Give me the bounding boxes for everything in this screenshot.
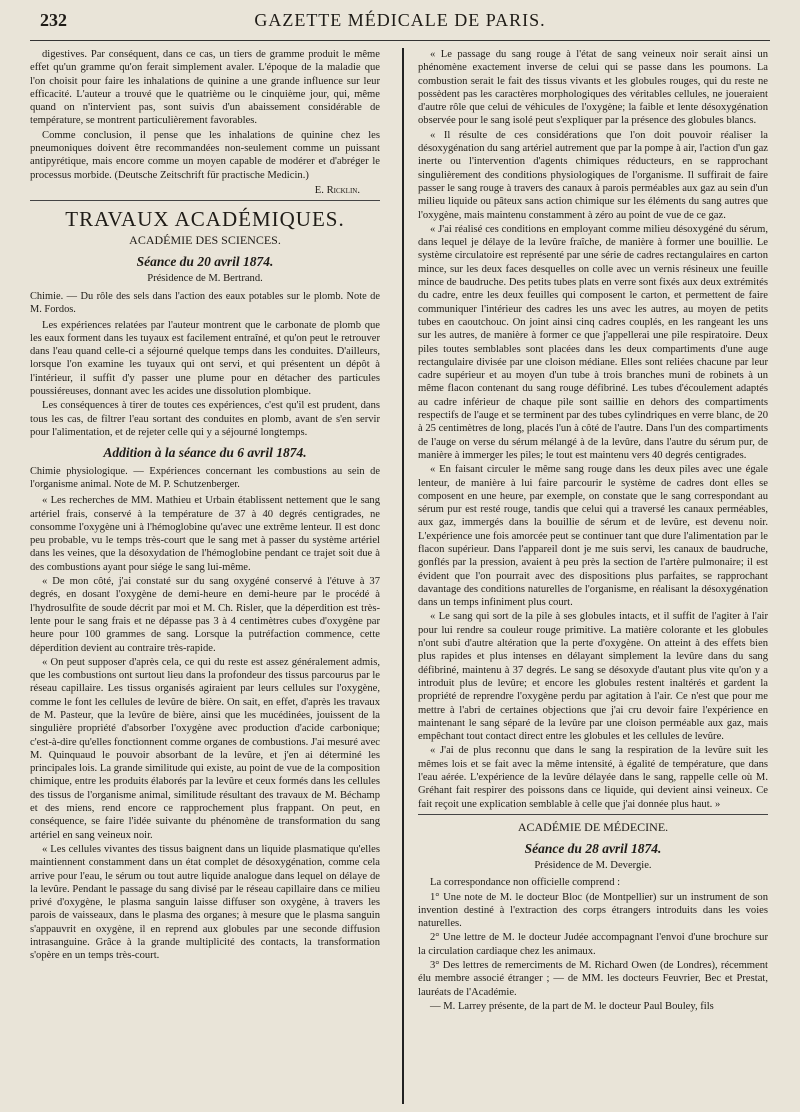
separator-rule: [30, 200, 380, 201]
paragraph: « De mon côté, j'ai constaté sur du sang oxygéné conservé à l'étuve à 37 degrés, en dosant l'oxygène de demi-heure en demi-heure par le procédé à l'hydrosulfite de soude décrit par moi et M. Ch. Risler, que la déperdition est très-lente pour le sang frais et ne dépasse pas 3 à 4 centimètres cubes d'oxygène par heure pour 100 grammes de sang. Lorsque la putréfaction commence, cette déperdition devient au contraire très-rapide.: [30, 576, 380, 654]
presidency-line: Présidence de M. Devergie.: [534, 859, 652, 871]
rubric-line: Chimie physiologique. — Expériences concernant les combustions au sein de l'organisme animal. Note de M. P. Schutzenberger.: [30, 466, 380, 491]
paragraph: La correspondance non officielle comprend :: [430, 877, 621, 889]
paragraph: 3° Des lettres de remerciments de M. Richard Owen (de Londres), récemment élu membre associé étranger ; — de MM. les docteurs Feuvrier, Bec et Prestat, lauréats de l'Académie.: [418, 960, 768, 998]
rubric-line: Chimie. — Du rôle des sels dans l'action des eaux potables sur le plomb. Note de M. Fordos.: [30, 290, 380, 315]
section-title: TRAVAUX ACADÉMIQUES.: [65, 207, 345, 232]
paragraph: « Le passage du sang rouge à l'état de sang veineux noir serait ainsi un phénomène exactement inverse de celui qui se passe dans les poumons. La combustion serait le fait des tissus vivants et les globules rouges, qui du reste ne possèdent pas les caractères morphologiques des véritables cellules, ne joueraient d'autre rôle que celui de véhicules de l'oxygène; la faible et lente désoxygénation observée pour le sang isolé peut s'expliquer par la présence des globules blancs.: [418, 49, 768, 127]
session-heading: Séance du 28 avril 1874.: [524, 840, 662, 856]
paragraph: « En faisant circuler le même sang rouge dans les deux piles avec une égale lenteur, de manière à lui faire parcourir le système de cadres dont elles se composent en une heure, par exemple, on constate que le sang correspondant au sérum pur est resté rouge, tandis que celui qui a traversé les canaux perméables, aux gaz, immergés dans la bouillie de sérum et de levûre, est devenu noir. L'expérience une fois amorcée peut se continuer tant que dure l'alimentation par le flacon supérieur. Dans l'appareil dont je me suis servi, les canaux de baudruche, gonflés par la pression, avaient à peu près la section de l'artère pulmonaire; il est évident que l'on pourrait avec des dispositions plus parfaites, se rapprochant davantage des conditions naturelles de l'organisme, en réalisant la désoxygénation dans un temps infiniment plus court.: [418, 464, 768, 609]
paragraph: Comme conclusion, il pense que les inhalations de quinine chez les pneumoniques doivent être recommandées non-seulement comme un puissant antipyrétique, mais encore comme un moyen capable de modérer et d'abréger le processus morbide. (Deutsche Zeitschrift für practische Medicin.): [30, 129, 380, 181]
paragraph: Les conséquences à tirer de toutes ces expériences, c'est qu'il est prudent, dans tous les cas, de filtrer l'eau sortant des conduites en plomb, avant de s'en servir pour l'alimentation, et de rejeter celle qui y a séjourné longtemps.: [30, 400, 380, 438]
paragraph: — M. Larrey présente, de la part de M. le docteur Paul Bouley, fils: [430, 1000, 714, 1012]
academy-heading: ACADÉMIE DE MÉDECINE.: [517, 819, 669, 834]
paragraph: « J'ai de plus reconnu que dans le sang la respiration de la levûre suit les mêmes lois et se fait avec la même intensité, à égalité de température, que dans l'eau aérée. L'expérience de la levûre délayée dans le sang, rappelle celle où M. Gréhant fait respirer des poissons dans ce liquide, qui devient ainsi veineux. Ce fait reçoit une explication semblable à celle que j'ai donnée plus haut. »: [418, 745, 768, 810]
paragraph: Les expériences relatées par l'auteur montrent que le carbonate de plomb que les eaux forment dans les tuyaux est facilement entraîné, et qu'on peut le retrouver dans l'eau quand celle-ci a séjourné quelque temps dans les conduites. D'ailleurs, lorsque l'on examine les tuyaux qui ont servi, et qui présentent un dépôt à l'intérieur, il suffit d'y passer une plume pour en détacher des particules poussiéreuses, donnant avec les acides une dissolution plombique.: [30, 319, 380, 398]
author-signature: E. Ricklin.: [314, 184, 360, 196]
paragraph: 1° Une note de M. le docteur Bloc (de Montpellier) sur un instrument de son invention destiné à l'extraction des corps étrangers introduits dans les voies naturelles.: [418, 891, 768, 930]
paragraph: 2° Une lettre de M. le docteur Judée accompagnant l'envoi d'une brochure sur la circulation cardiaque chez les animaux.: [418, 932, 768, 957]
running-title: GAZETTE MÉDICALE DE PARIS.: [254, 10, 546, 30]
paragraph: digestives. Par conséquent, dans ce cas, un tiers de gramme produit le même effet qu'un gramme qu'on ferait simplement avaler. L'époque de la maladie que l'on choisit pour faire les inhalations de quinine a une grande influence sur leur efficacité. L'auteur a trouvé que le quatrième ou le cinquième jour, qui, même quand on n'intervient pas, sont suivis d'un abaissement considérable de température, se montrent particulièrement favorables.: [30, 49, 380, 127]
paragraph: « Les cellules vivantes des tissus baignent dans un liquide plasmatique qu'elles maintiennent constamment dans un état complet de désoxygénation, comme cela arrive pour l'eau, le sérum ou tout autre liquide analogue dans lequel on délaye de la levûre. Pendant le passage du sang divisé par le réseau capillaire dans ce milieu privé d'oxygène, le plasma sanguin laisse diffuser son oxygène, à travers les parois de vaisseaux, dans le plasma des organes; à mesure que le plasma sanguin s'appauvrit en oxygène, il en reprend aux globules par une seconde diffusion intrasanguine. Grâce à la grande multiplicité des contacts, la transformation s'opère en un temps très-court.: [30, 843, 380, 962]
paragraph: « Les recherches de MM. Mathieu et Urbain établissent nettement que le sang artériel frais, conservé à la température de 37 à 40 degrés centigrades, ne consomme l'oxygène uni à l'hémoglobine qu'avec une extrême lenteur. Il est donc peu probable, vu le temps très-court que le sang met à passer du système artériel dans les veines, que la désoxydation de l'hémoglobine pendant ce trajet soit due à des combustions ayant pour siége le sang lui-même.: [30, 495, 380, 573]
page-number: 232: [40, 10, 67, 30]
column-divider: [402, 48, 404, 1104]
right-column: [418, 48, 768, 1108]
academy-heading: ACADÉMIE DES SCIENCES.: [129, 233, 281, 248]
separator-rule: [418, 814, 768, 815]
page-header: [30, 6, 770, 41]
session-heading: Séance du 20 avril 1874.: [136, 254, 274, 270]
paragraph: « J'ai réalisé ces conditions en employant comme milieu désoxygéné du sérum, dans lequel je délaye de la levûre fraîche, de manière à former une bouillie. Le système circulatoire est représenté par une série de cadres rectangulaires en carton mince, sur les deux faces desquelles on colle avec un vernis résineux une feuille mince de baudruche. Des petits tubes plats en verre sont fixés aux deux extrémités du cadre, entre les deux feuilles qui composent le carton, et permettent de faire communiquer l'intérieur des cadres les uns avec les autres, au moyen de petits tubes en caoutchouc. On joint ainsi cinq cadres couplés, en les rangeant les uns sur les autres, de manière à former ce que j'appellerai une pile respiratoire. Deux piles toutes semblables sont placées dans les deux compartiments d'une auge rectangulaire divisée par une cloison médiane. Elles sont reliées chacune par leur cadre supérieur et au moyen d'un tube à trois branches muni de robinets à un même flacon contenant du sang rouge défibriné. Les tubes d'écoulement adaptés au cadre inférieur de chaque pile sont saillie en dehors des compartiments respectifs de l'auge et se terminent par des tubes cylindriques en verre blanc, de 20 à 25 centimètres de long, placés l'un à côté de l'autre. Dans l'un des compartiments de l'auge on verse du sérum mélangé à de la levûre, dans l'autre du sérum pur, de manière à immerger les piles; le tout est maintenu vers 40 degrés centigrades.: [418, 223, 768, 461]
session-heading: Addition à la séance du 6 avril 1874.: [103, 445, 307, 461]
presidency-line: Présidence de M. Bertrand.: [147, 273, 263, 285]
paragraph: « Le sang qui sort de la pile à ses globules intacts, et il suffit de l'agiter à l'air pour lui rendre sa couleur rouge primitive. La matière colorante et les globules n'ont subi d'autre altération que la perte d'oxygène. On atteint à des effets bien plus rapides et plus intenses en délayant simplement la levûre dans du sang défibriné, maintenu à 37 degrés. Le sang se désoxyde d'autant plus vite qu'on y a introduit plus de levûre; et encore les globules restent inaltérés et gardent la propriété de reprendre l'oxygène perdu par agitation à l'air. Ce n'est que pour me mettre à l'abri de certaines objections que j'ai cru devoir faire l'expérience en maintenant le sang séparé de la levûre par une cloison perméable aux gaz, mais empêchant tout contact direct entre les globules et les cellules de levûre.: [418, 611, 768, 743]
left-column: [30, 48, 380, 1108]
paragraph: « Il résulte de ces considérations que l'on doit pouvoir réaliser la désoxygénation du sang artériel autrement que par la pompe à air, l'action d'un gaz inerte ou l'intervention d'agents chimiques réducteurs, en se rapprochant singulièrement des conditions physiologiques de l'organisme. Il suffirait de faire passer le sang rouge à travers des canaux à parois perméables aux gaz au sein d'un milieu liquide ou pâteux sans action chimique sur les éléments du sang autres que l'oxygène, mais maintenu constamment à zéro au point de vue de ce gaz.: [418, 129, 768, 221]
paragraph: « On peut supposer d'après cela, ce qui du reste est assez généralement admis, que les combustions ont surtout lieu dans la profondeur des tissus parcourus par le réseau capillaire. Les tissus organisés agiraient par leurs cellules sur l'oxygène, comme le font les cellules de levûre de bière. On sait, en effet, d'après les travaux de M. Pasteur, que la levûre de bière, ainsi que les mucédinées, jouissent de la singulière propriété d'absorber l'oxygène avec production d'acide carbonique; c'est-à-dire qu'elles fonctionnent comme organes de combustions. J'ai mesuré avec M. Quinquaud le pouvoir absorbant de la levûre, et j'en ai déterminé les principales lois. La grande similitude qui existe, au point de vue de la composition chimique, entre les produits élaborés par la levûre et ceux formés dans les cellules des tissus de l'organisme animal, similitude résultant des travaux de M. Béchamp et des miens, rend encore ce rapprochement plus frappant. On peut, en conséquence, se faire l'idée suivante du phénomène de transformation du sang artériel en sang veineux noir.: [30, 656, 380, 841]
